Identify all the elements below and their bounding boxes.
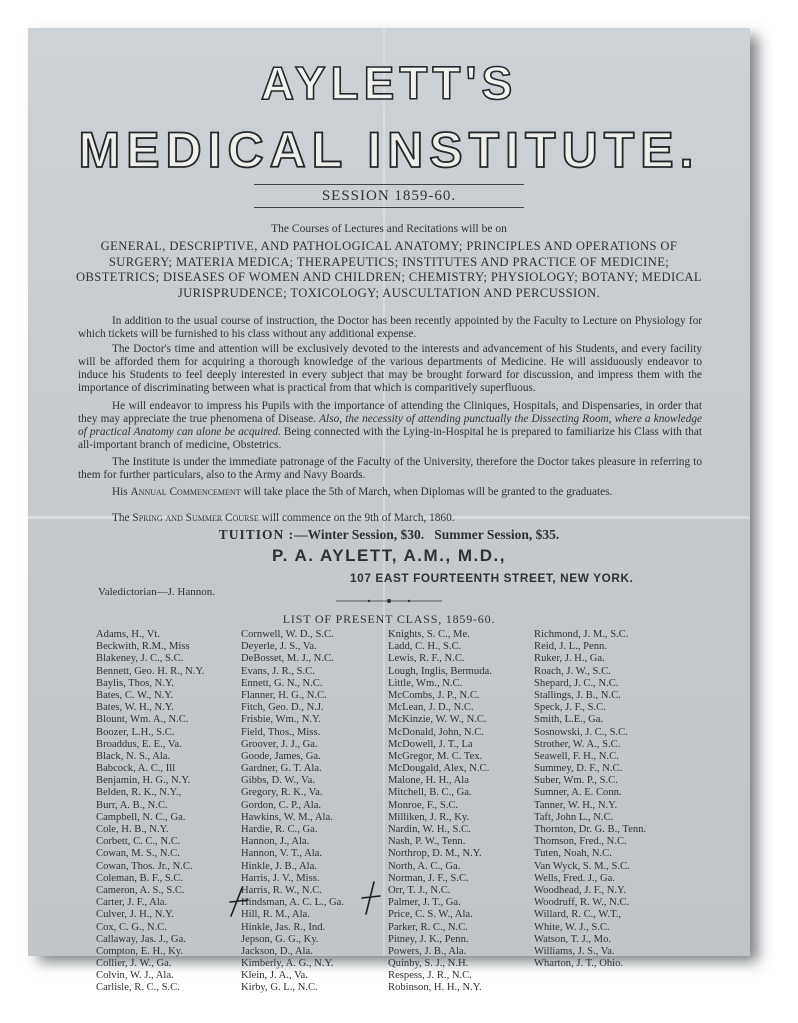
class-list-entry: McDougald, Alex, N.C. <box>388 763 490 775</box>
tuition-summer: Summer Session, $35. <box>434 527 560 542</box>
class-list-entry: Respess, J. R., N.C. <box>388 970 472 982</box>
class-list-entry: Broaddus, E. E., Va. <box>96 738 182 750</box>
class-list-entry: Corbett, C. C., N.C. <box>96 836 181 848</box>
class-list-entry: Bennett, Geo. H. R., N.Y. <box>96 665 205 677</box>
class-list-entry: Belden, R. K., N.Y., <box>96 787 182 799</box>
class-list-entry: Cox, C. G., N.C. <box>96 921 167 933</box>
class-list-entry: Parker, R. C., N.C. <box>388 921 468 933</box>
class-list-entry: Evans, J. R., S.C. <box>241 665 315 677</box>
class-list-entry: Palmer, J. T., Ga. <box>388 897 461 909</box>
class-list-entry: Klein, J. A., Va. <box>241 970 308 982</box>
class-list-entry: Culver, J. H., N.Y. <box>96 909 174 921</box>
class-list-entry: Reid, J. L., Penn. <box>534 641 607 653</box>
commencement-text-c: will take place the 5th of March, when Diplomas will be granted to the graduates. <box>243 486 613 498</box>
paragraph-doctor-attention: The Doctor's time and attention will be exclusively devoted to the interests and advancement of his Students, and every facility will be afforded them for acquiring a thorough knowledge of the various departments of Medicine. He will assiduously endeavor to induce his Students to feel deeply interested in every subject that may be brought forward for discussion, and impress them with the importance of discriminating between what is practical from that which is comparitively superfluous. <box>78 343 702 394</box>
commencement-text-b: Annual Commencement <box>130 486 241 498</box>
class-list-entry: Smith, L.E., Ga. <box>534 714 604 726</box>
class-list-entry: Wells, Fred. J., Ga. <box>534 872 615 884</box>
class-list-entry: North, A. C., Ga. <box>388 860 461 872</box>
class-list-entry: Hannon, V. T., Ala. <box>241 848 323 860</box>
broadside-document <box>28 28 750 994</box>
class-list-entry: Fitch, Geo. D., N.J. <box>241 702 324 714</box>
commencement-text-a: His <box>112 486 128 498</box>
class-list-entry: Richmond, J. M., S.C. <box>534 629 629 640</box>
class-list-entry: Williams, J. S., Va. <box>534 945 615 957</box>
class-list-entry: Tanner, W. H., N.Y. <box>534 799 618 811</box>
class-list-entry: Watson, T. J., Mo. <box>534 933 612 945</box>
class-list-entry: Campbell, N. C., Ga. <box>96 811 186 823</box>
class-list-entry: Blount, Wm. A., N.C. <box>96 714 189 726</box>
class-list-entry: Seawell, F. H., N.C. <box>534 750 619 762</box>
class-list-entry: Bates, W. H., N.Y. <box>96 702 174 714</box>
class-list-entry: Sumner, A. E. Conn. <box>534 787 622 799</box>
class-list-entry: Stallings, J. B., N.C. <box>534 689 621 701</box>
class-list-entry: Hawkins, W. M., Ala. <box>241 811 333 823</box>
doctor-address: 107 EAST FOURTEENTH STREET, NEW YORK. <box>350 571 634 585</box>
courses-intro: The Courses of Lectures and Recitations will be on <box>271 223 507 235</box>
class-list-entry: Cornwell, W. D., S.C. <box>241 629 334 640</box>
class-list-entry: Sosnowski, J. C., S.C. <box>534 726 628 738</box>
class-list-entry: Willard, R. C., W.T., <box>534 909 622 921</box>
class-list-entry: Little, Wm., N.C. <box>388 677 463 689</box>
class-list-entry: Bates, C. W., N.Y. <box>96 689 174 701</box>
class-list-entry: Carter, J. F., Ala. <box>96 897 168 909</box>
class-list-entry: Blakeney, J. C., S.C. <box>96 653 184 665</box>
class-list-entry: Ladd, C. H., S.C. <box>388 641 462 653</box>
class-list-entry: Cole, H. B., N.Y. <box>96 824 169 835</box>
class-list-entry: Ruker, J. H., Ga. <box>534 653 605 665</box>
class-list-entry: Jackson, D., Ala. <box>241 945 313 957</box>
class-list-entry: White, W. J., S.C. <box>534 921 610 933</box>
class-list-entry: McCombs, J. P., N.C. <box>388 689 480 701</box>
class-list-entry: Knights, S. C., Me. <box>388 629 470 640</box>
class-list-entry: Strother, W. A., S.C. <box>534 738 621 750</box>
class-list-entry: Hannon, J., Ala. <box>241 836 310 848</box>
class-list-entry: Gordon, C. P., Ala. <box>241 799 322 811</box>
class-list-entry: McLean, J. D., N.C. <box>388 702 474 714</box>
class-list-entry: Field, Thos., Miss. <box>241 726 321 738</box>
tuition-line <box>28 527 750 543</box>
paragraph-commencement <box>78 486 702 499</box>
class-list-entry: Hinkle, J. B., Ala. <box>241 860 317 872</box>
class-list-entry: Colvin, W. J., Ala. <box>96 970 174 982</box>
class-list-entry: Black, N. S., Ala. <box>96 750 171 762</box>
class-list-entry: Hill, R. M., Ala. <box>241 909 310 921</box>
paragraph-spring-course <box>78 512 702 525</box>
valedictorian: Valedictorian—J. Hannon. <box>98 586 215 598</box>
doctor-name: P. A. AYLETT, A.M., M.D., <box>272 546 506 565</box>
class-list-entry: Jepson, G. G., Ky. <box>241 933 319 945</box>
class-list-entry: Cowan, M. S., N.C. <box>96 848 180 860</box>
class-list-entry: McGregor, M. C. Tex. <box>388 750 483 762</box>
class-list-entry: Carlisle, R. C., S.C. <box>96 982 180 994</box>
class-list-entry: Van Wyck, S. M., S.C. <box>534 860 630 872</box>
class-list-entry: Ennett, G. N., N.C. <box>241 677 323 689</box>
class-list-entry: Suber, Wm. P., S.C. <box>534 775 618 787</box>
class-list-entry: Callaway, Jas. J., Ga. <box>96 933 186 945</box>
class-list-entry: Groover, J. J., Ga. <box>241 738 318 750</box>
class-list-entry: Northrop, D. M., N.Y. <box>388 848 482 860</box>
title-line-2: MEDICAL INSTITUTE. <box>78 122 700 178</box>
class-list-entry: Deyerle, J. S., Va. <box>241 641 317 653</box>
class-list-entry: Harris, R. W., N.C. <box>241 884 322 896</box>
class-list-entry: Thornton, Dr. G. B., Tenn. <box>534 824 647 835</box>
session-heading: SESSION 1859-60. <box>254 184 524 208</box>
paragraph-patronage: The Institute is under the immediate patronage of the Faculty of the University, therefore the Doctor takes pleasure in referring to them for further particulars, also to the Army and Navy Boards. <box>78 456 702 481</box>
class-list-entry: Harris, J. V., Miss. <box>241 872 320 884</box>
spring-text-a: The <box>112 512 130 524</box>
handwritten-pen-mark-icon <box>360 880 382 918</box>
paragraph-physiology: In addition to the usual course of instruction, the Doctor has been recently appointed by the Faculty to Lecture on Physiology for which tickets will be furnished to his class without any additional expense. <box>78 315 702 340</box>
class-list-entry: Norman, J. F., S.C. <box>388 872 469 884</box>
class-list-entry: Kirby, G. L., N.C. <box>241 982 318 994</box>
class-list-entry: Mitchell, B. C., Ga. <box>388 787 472 799</box>
class-list-entry: Pitney, J. K., Penn. <box>388 933 469 945</box>
class-list-entry: Woodruff, R. W., N.C. <box>534 897 630 909</box>
class-list-entry: Flanner, H. G., N.C. <box>241 689 327 701</box>
class-list-entry: Nardin, W. H., S.C. <box>388 824 471 835</box>
class-list-entry: Price, C. S. W., Ala. <box>388 909 473 921</box>
class-list-entry: Milliken, J. R., Ky. <box>388 811 470 823</box>
class-list-entry: Powers, J. B., Ala. <box>388 945 467 957</box>
class-list-entry: McDowell, J. T., La <box>388 738 473 750</box>
class-list-entry: Beckwith, R.M., Miss <box>96 641 190 653</box>
class-list-entry: Nash, P. W., Tenn. <box>388 836 466 848</box>
class-list-entry: Summey, D. F., N.C. <box>534 763 623 775</box>
handwritten-pen-mark-icon <box>228 886 250 920</box>
class-list-entry: Hindsman, A. C. L., Ga. <box>241 897 344 909</box>
class-list-entry: Adams, H., Vt. <box>96 629 160 640</box>
class-list-entry: Monroe, F., S.C. <box>388 799 459 811</box>
class-list-entry: McKinzie, W. W., N.C. <box>388 714 487 726</box>
class-list-entry: Robinson, H. H., N.Y. <box>388 982 482 994</box>
class-list-entry: Lough, Inglis, Bermuda. <box>388 665 492 677</box>
class-list-entry: Gibbs, D. W., Va. <box>241 775 315 787</box>
class-list-entry: Gregory, R. K., Va. <box>241 787 323 799</box>
spring-text-b: Spring and Summer Course <box>132 512 259 524</box>
paragraph-cliniques <box>78 400 702 452</box>
paragraph-cliniques-text-b: Also, the necessity of attending punctually the Dissecting Room, where a knowledge of practical Anatomy can alone be acquired. <box>78 413 703 438</box>
class-list-entry: Compton, E. H., Ky. <box>96 945 184 957</box>
class-list-entry: Gardner, G. T. Ala. <box>241 763 322 775</box>
class-list-column-3 <box>388 629 492 995</box>
class-list-entry: Benjamin, H. G., N.Y. <box>96 775 191 787</box>
class-list-entry: Hardie, R. C., Ga. <box>241 824 318 835</box>
class-list-entry: Shepard, J. C., N.C. <box>534 677 619 689</box>
paragraph-cliniques-text-c: Being connected with the Lying-in-Hospital he is prepared to familiarize his Class with that all-important branch of medicine, Obstetrics. <box>78 426 702 451</box>
class-list-entry: Orr, T. J., N.C. <box>388 884 451 896</box>
class-list-entry: Boozer, L.H., S.C. <box>96 726 175 738</box>
class-list-entry: Tuten, Noah, N.C. <box>534 848 612 860</box>
class-list-entry: Thomson, Fred., N.C. <box>534 836 627 848</box>
class-list-entry: DeBosset, M. J., N.C. <box>241 653 334 665</box>
class-list-column-2 <box>241 629 344 995</box>
class-list-entry: Kimberly, A. G., N.Y. <box>241 958 334 970</box>
class-list-entry: Taft, John L., N.C. <box>534 811 614 823</box>
ornament-rule-icon <box>334 598 444 604</box>
class-list-entry: Wharton, J. T., Ohio. <box>534 958 624 970</box>
class-list-entry: Collier, J. W., Ga. <box>96 958 172 970</box>
class-list-entry: Quinby, S. J., N.H. <box>388 958 469 970</box>
spring-text-c: will commence on the 9th of March, 1860. <box>261 512 455 524</box>
class-list-entry: Roach, J. W., S.C. <box>534 665 611 677</box>
title-line-1: AYLETT'S <box>260 57 518 109</box>
class-list-entry: Coleman, B. F., S.C. <box>96 872 184 884</box>
tuition-label: TUITION : <box>218 527 295 542</box>
class-list-entry: Speck, J. F., S.C. <box>534 702 606 714</box>
class-list-column-4 <box>534 629 646 970</box>
class-list-entry: Burr, A. B., N.C. <box>96 799 168 811</box>
class-list-entry: Goode, James, Ga. <box>241 750 321 762</box>
class-list-entry: Cameron, A. S., S.C. <box>96 884 185 896</box>
class-list-entry: Cowan, Thos. Jr., N.C. <box>96 860 193 872</box>
class-list-entry: Hinkle, Jas. R., Ind. <box>241 921 326 933</box>
class-list-entry: Babcock, A. C., Ill <box>96 763 176 775</box>
class-list-entry: Lewis, R. F., N.C. <box>388 653 465 665</box>
class-list-entry: Frisbie, Wm., N.Y. <box>241 714 321 726</box>
class-list-column-1 <box>96 629 204 995</box>
courses-subjects: GENERAL, DESCRIPTIVE, AND PATHOLOGICAL ANATOMY; PRINCIPLES AND OPERATIONS OF SURGERY; MATERIA MEDICA; THERAPEUTICS; INSTITUTES AND PRACTICE OF MEDICINE; OBSTETRICS; DISEASES OF WOMEN AND CHILDREN; CHEMISTRY; PHYSIOLOGY; BOTANY; MEDICAL JURISPRUDENCE; TOXICOLOGY; AUSCULTATION AND PERCUSSION. <box>76 239 702 300</box>
tuition-winter: —Winter Session, $30. <box>294 527 425 542</box>
paragraph-cliniques-text-a: He will endeavor to impress his Pupils with the importance of attending the Cliniques, Hospitals, and Dispensaries, in order that they may appreciate the true phenomena of Disease. <box>78 400 702 425</box>
class-list-title: LIST OF PRESENT CLASS, 1859-60. <box>282 612 496 626</box>
class-list-entry: Baylis, Thos, N.Y. <box>96 677 174 689</box>
class-list-entry: Woodhead, J. F., N.Y. <box>534 884 626 896</box>
class-list-entry: McDonald, John, N.C. <box>388 726 484 738</box>
class-list-entry: Malone, H. H., Ala <box>388 775 469 787</box>
